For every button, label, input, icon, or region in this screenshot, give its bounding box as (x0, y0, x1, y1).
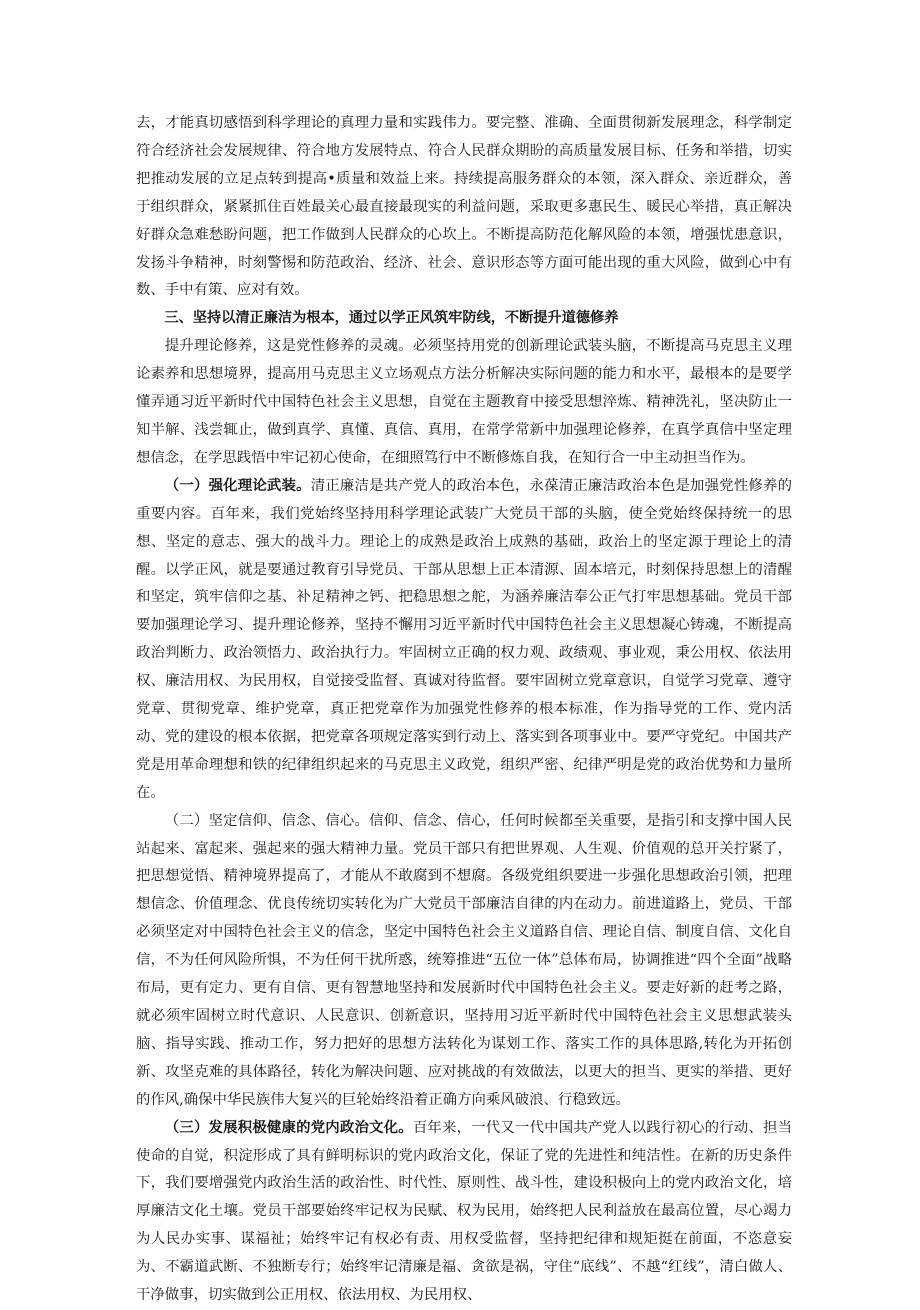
subsection-body: 清正廉洁是共产党人的政治本色，永葆清正廉洁政治本色是加强党性修养的重要内容。百年来，我们党始终坚持用科学理论武装广大党员干部的头脑，使全党始终保持统一的思想、坚定的意志、强大的战斗力。理论上的成熟是政治上成熟的基础，政治上的坚定源于理论上的清醒。以学正风，就是要通过教育引导党员、干部从思想上正本清源、固本培元，时刻保持思想上的清醒和坚定，筑牢信仰之基、补足精神之钙、把稳思想之舵，为涵养廉洁奉公正气打牢思想基础。党员干部要加强理论学习、提升理论修养，坚持不懈用习近平新时代中国特色社会主义思想凝心铸魂，不断提高政治判断力、政治领悟力、政治执行力。牢固树立正确的权力观、政绩观、事业观，秉公用权、依法用权、廉洁用权、为民用权，自觉接受监督、真诚对待监督。要牢固树立党章意识，自觉学习党章、遵守党章、贯彻党章、维护党章，真正把党章作为加强党性修养的根本标准，作为指导党的工作、党内活动、党的建设的根本依据，把党章各项规定落实到行动上、落实到各项事业中。要严守党纪。中国共产党是用革命理想和铁的纪律组织起来的马克思主义政党，组织严密、纪律严明是党的政治优势和力量所在。 (136, 477, 792, 801)
section-heading: 三、坚持以清正廉洁为根本，通过以学正风筑牢防线，不断提升道德修养 (164, 310, 619, 327)
subsection-paragraph (136, 1115, 792, 1310)
subsection-body: 百年来，一代又一代中国共产党人以践行初心的行动、担当使命的自觉，积淀形成了具有鲜明标识的党内政治文化，保证了党的先进性和纯洁性。在新的历史条件下，我们要增强党内政治生活的政治性、时代性、原则性、战斗性，建设积极向上的党内政治文化，培厚廉洁文化土壤。党员干部要始终牢记权为民赋、权为民用，始终把人民利益放在最高位置，尽心竭力为人民办实事、谋福祉；始终牢记有权必有责、用权受监督，坚持把纪律和规矩挺在前面，不恣意妄为、不霸道武断、不独断专行；始终牢记清廉是福、贪欲是祸，守住“底线”、不越“红线”，清白做人、干净做事，切实做到公正用权、依法用权、为民用权、 (136, 1119, 792, 1304)
subsection-title: （二）坚定信仰、信念、信心。 (164, 812, 370, 829)
subsection-body: 信仰、信念、信心，任何时候都至关重要，是指引和支撑中国人民站起来、富起来、强起来的强大精神力量。党员干部只有把世界观、人生观、价值观的总开关拧紧了，把思想觉悟、精神境界提高了，才能从不敢腐到不想腐。各级党组织要进一步强化思想政治引领，把理想信念、价值理念、优良传统切实转化为广大党员干部廉洁自律的内在动力。前进道路上，党员、干部必须坚定对中国特色社会主义的信念，坚定中国特色社会主义道路自信、理论自信、制度自信、文化自信，不为任何风险所惧，不为任何干扰所惑，统筹推进“五位一体”总体布局，协调推进“四个全面”战略布局，更有定力、更有自信、更有智慧地坚持和发展新时代中国特色社会主义。要走好新的赶考之路，就必须牢固树立时代意识、人民意识、创新意识，坚持用习近平新时代中国特色社会主义思想武装头脑、指导实践、推动工作，努力把好的思想方法转化为谋划工作、落实工作的具体思路,转化为开拓创新、攻坚克难的具体路径，转化为解决问题、应对挑战的有效做法，以更大的担当、更实的举措、更好的作风,确保中华民族伟大复兴的巨轮始终沿着正确方向乘风破浪、行稳致远。 (136, 812, 792, 1108)
subsection-title: （一）强化理论武装。 (164, 477, 311, 494)
continued-paragraph: 去，才能真切感悟到科学理论的真理力量和实践伟力。要完整、准确、全面贯彻新发展理念，科学制定符合经济社会发展规律、符合地方发展特点、符合人民群众期盼的高质量发展目标、任务和举措，切实把推动发展的立足点转到提高•质量和效益上来。持续提高服务群众的本领，深入群众、亲近群众，善于组织群众，紧紧抓住百姓最关心最直接最现实的利益问题，采取更多惠民生、暖民心举措，真正解决好群众急难愁盼问题，把工作做到人民群众的心坎上。不断提高防范化解风险的本领，增强忧患意识，发扬斗争精神，时刻警惕和防范政治、经济、社会、意识形态等方面可能出现的重大风险，做到心中有数、手中有策、应对有效。 (136, 115, 792, 299)
intro-paragraph: 提升理论修养，这是党性修养的灵魂。必须坚持用党的创新理论武装头脑，不断提高马克思主义理论素养和思想境界，提高用马克思主义立场观点方法分析解决实际问题的能力和水平，最根本的是要学懂弄通习近平新时代中国特色社会主义思想，自觉在主题教育中接受思想淬炼、精神洗礼，坚决防止一知半解、浅尝辄止，做到真学、真懂、真信、真用，在常学常新中加强理论修养，在真学真信中坚定理想信念，在学思践悟中牢记初心使命，在细照笃行中不断修炼自我，在知行合一中主动担当作为。 (136, 338, 792, 466)
subsection-paragraph (136, 473, 792, 808)
subsection-paragraph (136, 808, 792, 1115)
subsection-title: （三）发展积极健康的党内政治文化。 (164, 1119, 413, 1136)
document-page (136, 110, 792, 1310)
